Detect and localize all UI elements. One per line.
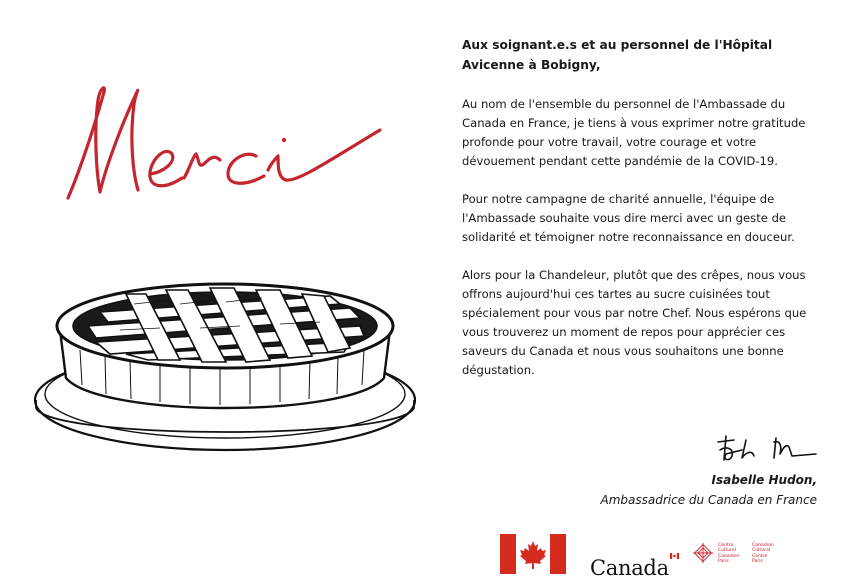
merci-headline [60, 70, 400, 210]
handwritten-signature [712, 432, 822, 466]
signer-title: Ambassadrice du Canada en France [600, 493, 817, 507]
signer-block [601, 470, 818, 510]
merci-script-logo [60, 70, 400, 210]
footer-logos [500, 534, 820, 580]
ccc-fr-line: Culturel [718, 548, 736, 554]
canada-wordmark [590, 540, 679, 580]
centre-culturel-emblem-icon [692, 542, 714, 564]
pie-illustration [30, 260, 420, 460]
canada-flag-icon [500, 534, 566, 574]
ccc-en-line: Cultural [752, 548, 771, 554]
lattice-pie-drawing [30, 260, 420, 460]
letter-paragraph-1: Au nom de l'ensemble du personnel de l'Ambassade du Canada en France, je tiens à vous exprimer notre gratitude profonde pour votre travail, votre courage et votre dévouement pendant cette pandémie de la COVID-19. [462, 97, 806, 168]
centre-culturel-en [752, 543, 774, 565]
centre-culturel-logo [692, 542, 782, 568]
ccc-en-line: Paris [752, 559, 763, 565]
canada-wordmark-text: Canada [590, 556, 669, 580]
mini-flag-icon [670, 540, 679, 546]
letter-salutation: Aux soignant.e.s et au personnel de l'Hôpital Avicenne à Bobigny, [462, 38, 773, 72]
letter-body [462, 36, 824, 399]
letter-paragraph-2: Pour notre campagne de charité annuelle, l'équipe de l'Ambassade souhaite vous dire merci avec un geste de solidarité et témoigner notre reconnaissance en douceur. [462, 192, 795, 244]
centre-culturel-fr [718, 543, 740, 565]
ccc-en-line: Centre [752, 553, 768, 559]
signature-scribble [712, 432, 822, 466]
ccc-fr-line: Canadien [718, 553, 740, 559]
signer-name: Isabelle Hudon, [711, 473, 817, 487]
ccc-fr-line: Centre [718, 543, 734, 548]
ccc-en-line: Canadian [752, 543, 774, 548]
letter-paragraph-3: Alors pour la Chandeleur, plutôt que des crêpes, nous vous offrons aujourd'hui ces tartes au sucre cuisinées tout spécialement pour vous par notre Chef. Nous espérons que vous trouverez un moment de repos pour apprécier ces saveurs du Canada et nous vous souhaitons une bonne dégustation. [462, 268, 807, 377]
ccc-fr-line: Paris [718, 559, 729, 565]
